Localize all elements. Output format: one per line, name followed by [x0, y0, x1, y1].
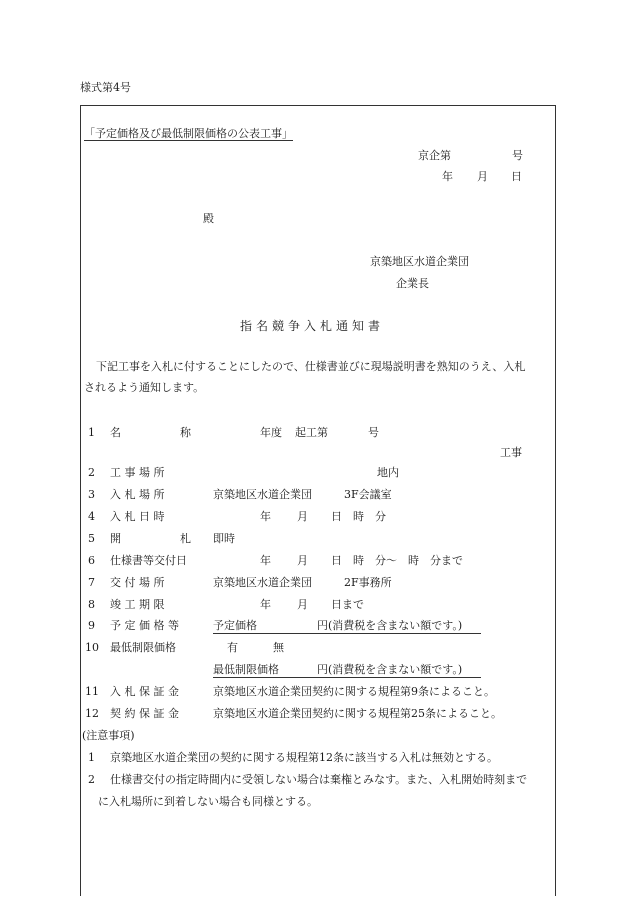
issuer-title: 企業長	[396, 277, 429, 290]
item-10-no-option: 無	[273, 641, 284, 654]
document-title: 指名競争入札通知書	[240, 319, 385, 333]
item-7-label: 交 付 場 所	[110, 576, 165, 589]
item-1-kiko: 起工第	[295, 426, 328, 439]
item-5-label-b: 札	[180, 532, 191, 545]
item-9-label: 予 定 価 格 等	[110, 619, 179, 632]
item-8-label: 竣 工 期 限	[110, 598, 165, 611]
item-4-month: 月	[297, 510, 308, 523]
item-3-label: 入 札 場 所	[110, 488, 165, 501]
item-2-no: 2	[88, 466, 95, 479]
item-10-label: 最低制限価格	[110, 641, 176, 654]
intro-line-2: されるよう通知します。	[84, 381, 205, 394]
item-6-month: 月	[297, 554, 308, 567]
item-7-no: 7	[88, 576, 95, 589]
item-8-month: 月	[297, 598, 308, 611]
item-8-year: 年	[260, 598, 271, 611]
item-4-label: 入 札 日 時	[110, 510, 165, 523]
item-10-yes: 有	[227, 641, 238, 654]
date-day: 日	[511, 170, 522, 183]
item-11-no: 11	[85, 685, 99, 698]
notes-heading: (注意事項)	[82, 729, 135, 742]
header-note: 「予定価格及び最低制限価格の公表工事」	[84, 127, 293, 140]
item-5-value: 即時	[213, 532, 235, 545]
item-1-year: 年度	[260, 426, 282, 439]
item-3-org: 京築地区水道企業団	[213, 488, 312, 501]
item-12-value: 京築地区水道企業団契約に関する規程第25条によること。	[213, 707, 502, 720]
item-12-label: 契 約 保 証 金	[110, 707, 179, 720]
item-2-value: 地内	[377, 466, 399, 479]
item-9-yen: 円(消費税を含まない額です。)	[317, 619, 463, 632]
item-1-label-b: 称	[180, 426, 191, 439]
doc-number-suffix: 号	[512, 149, 523, 162]
item-7-room: 2F事務所	[344, 576, 392, 589]
note-1-no: 1	[88, 751, 95, 764]
item-7-org: 京築地区水道企業団	[213, 576, 312, 589]
item-10-min-price-name: 最低制限価格	[213, 663, 279, 676]
note-2-line-2: に入札場所に到着しない場合も同様とする。	[98, 795, 318, 808]
item-9-no: 9	[88, 619, 95, 632]
addressee-suffix: 殿	[203, 212, 214, 225]
item-8-no: 8	[88, 598, 95, 611]
item-5-label-a: 開	[110, 532, 121, 545]
item-6-year: 年	[260, 554, 271, 567]
item-10-no: 10	[85, 641, 99, 654]
item-8-day: 日まで	[331, 598, 364, 611]
item-3-room: 3F会議室	[344, 488, 392, 501]
note-2-line-1: 仕様書交付の指定時間内に受領しない場合は棄権とみなす。また、入札開始時刻まで	[110, 773, 528, 786]
item-4-day-hour-min: 日 時 分	[331, 510, 386, 523]
item-1-no: 1	[88, 426, 95, 439]
item-6-rest: 日 時 分～ 時 分まで	[331, 554, 463, 567]
issuer-org: 京築地区水道企業団	[370, 255, 469, 268]
form-number: 様式第4号	[80, 81, 131, 94]
note-1-text: 京築地区水道企業団の契約に関する規程第12条に該当する入札は無効とする。	[110, 751, 498, 764]
item-5-no: 5	[88, 532, 95, 545]
item-6-label: 仕様書等交付日	[110, 554, 187, 567]
note-2-no: 2	[88, 773, 95, 786]
item-4-no: 4	[88, 510, 95, 523]
item-12-no: 12	[85, 707, 99, 720]
item-2-label: 工 事 場 所	[110, 466, 165, 479]
item-3-no: 3	[88, 488, 95, 501]
item-1-go: 号	[368, 426, 379, 439]
item-1-work: 工事	[500, 446, 522, 459]
intro-line-1: 下記工事を入札に付することにしたので、仕様書並びに現場説明書を熟知のうえ、入札	[96, 360, 526, 373]
item-11-label: 入 札 保 証 金	[110, 685, 179, 698]
item-6-no: 6	[88, 554, 95, 567]
item-9-name: 予定価格	[213, 619, 257, 632]
item-11-value: 京築地区水道企業団契約に関する規程第9条によること。	[213, 685, 495, 698]
date-month: 月	[477, 170, 488, 183]
date-year: 年	[442, 170, 453, 183]
item-10-min-price-yen: 円(消費税を含まない額です。)	[317, 663, 463, 676]
item-1-label-a: 名	[110, 426, 121, 439]
doc-number-prefix: 京企第	[418, 149, 451, 162]
item-4-year: 年	[260, 510, 271, 523]
